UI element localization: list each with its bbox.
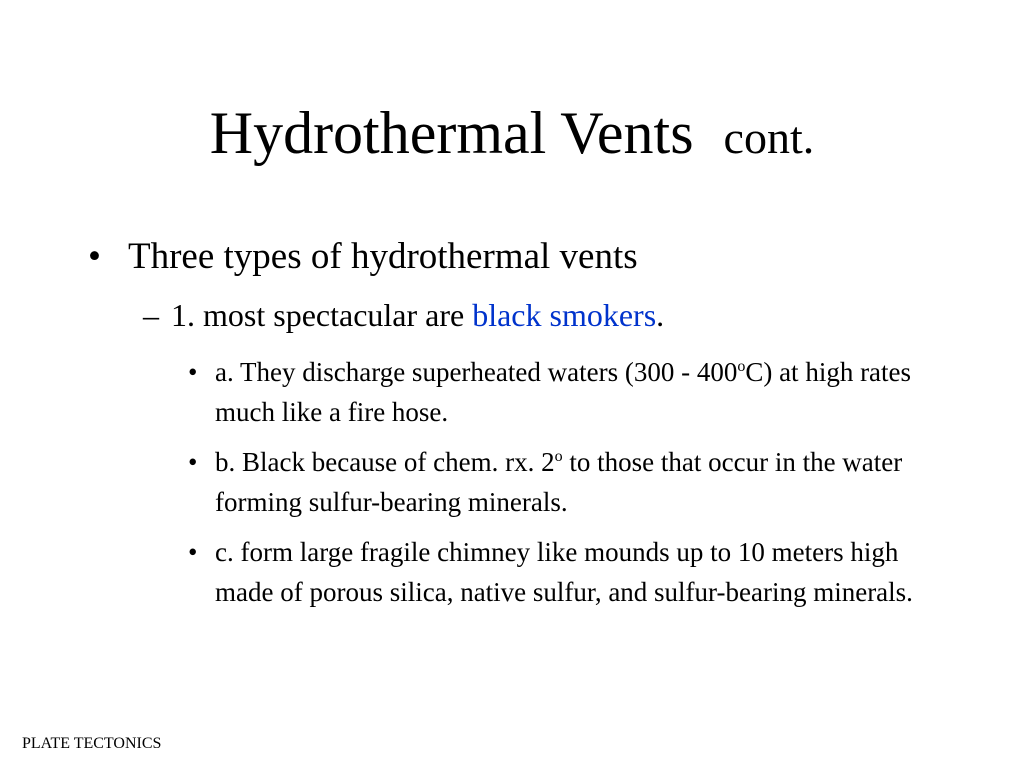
bullet-marker: • <box>188 537 198 567</box>
bullet-three-types <box>88 236 638 279</box>
slide-title <box>0 100 1024 166</box>
dash-marker: – <box>143 297 159 333</box>
bullet-marker: • <box>188 447 198 477</box>
sub-bullet-prefix: 1. most spectacular are <box>171 297 473 333</box>
bullet-marker: • <box>188 357 198 387</box>
detail-a-part2: C) at high rates much like a fire hose. <box>215 357 912 427</box>
black-smokers-highlight: black smokers <box>472 297 657 333</box>
secondary-superscript: o <box>554 448 563 465</box>
detail-item-a <box>188 352 948 432</box>
bullet-text: Three types of hydrothermal vents <box>128 236 638 277</box>
bullet-marker: • <box>88 236 101 277</box>
detail-a-part1: a. They discharge superheated waters (300 - 400 <box>215 357 738 387</box>
detail-b-part1: b. Black because of chem. rx. 2 <box>215 447 555 477</box>
detail-b-part2: to those that occur in the water forming sulfur-bearing minerals. <box>215 447 903 517</box>
detail-text-a <box>215 352 948 432</box>
degree-symbol: o <box>737 358 746 375</box>
title-main: Hydrothermal Vents <box>209 100 694 166</box>
title-continued: cont. <box>723 112 815 163</box>
sub-bullet-suffix: . <box>656 297 665 333</box>
detail-text-c: c. form large fragile chimney like mounds up to 10 meters high made of porous silica, native sulfur, and sulfur-bearing minerals. <box>215 537 913 607</box>
detail-item-b <box>188 442 948 522</box>
detail-text-b <box>215 442 948 522</box>
detail-item-c <box>188 532 948 612</box>
sub-bullet-black-smokers <box>143 297 664 334</box>
footer-label: PLATE TECTONICS <box>22 735 162 752</box>
